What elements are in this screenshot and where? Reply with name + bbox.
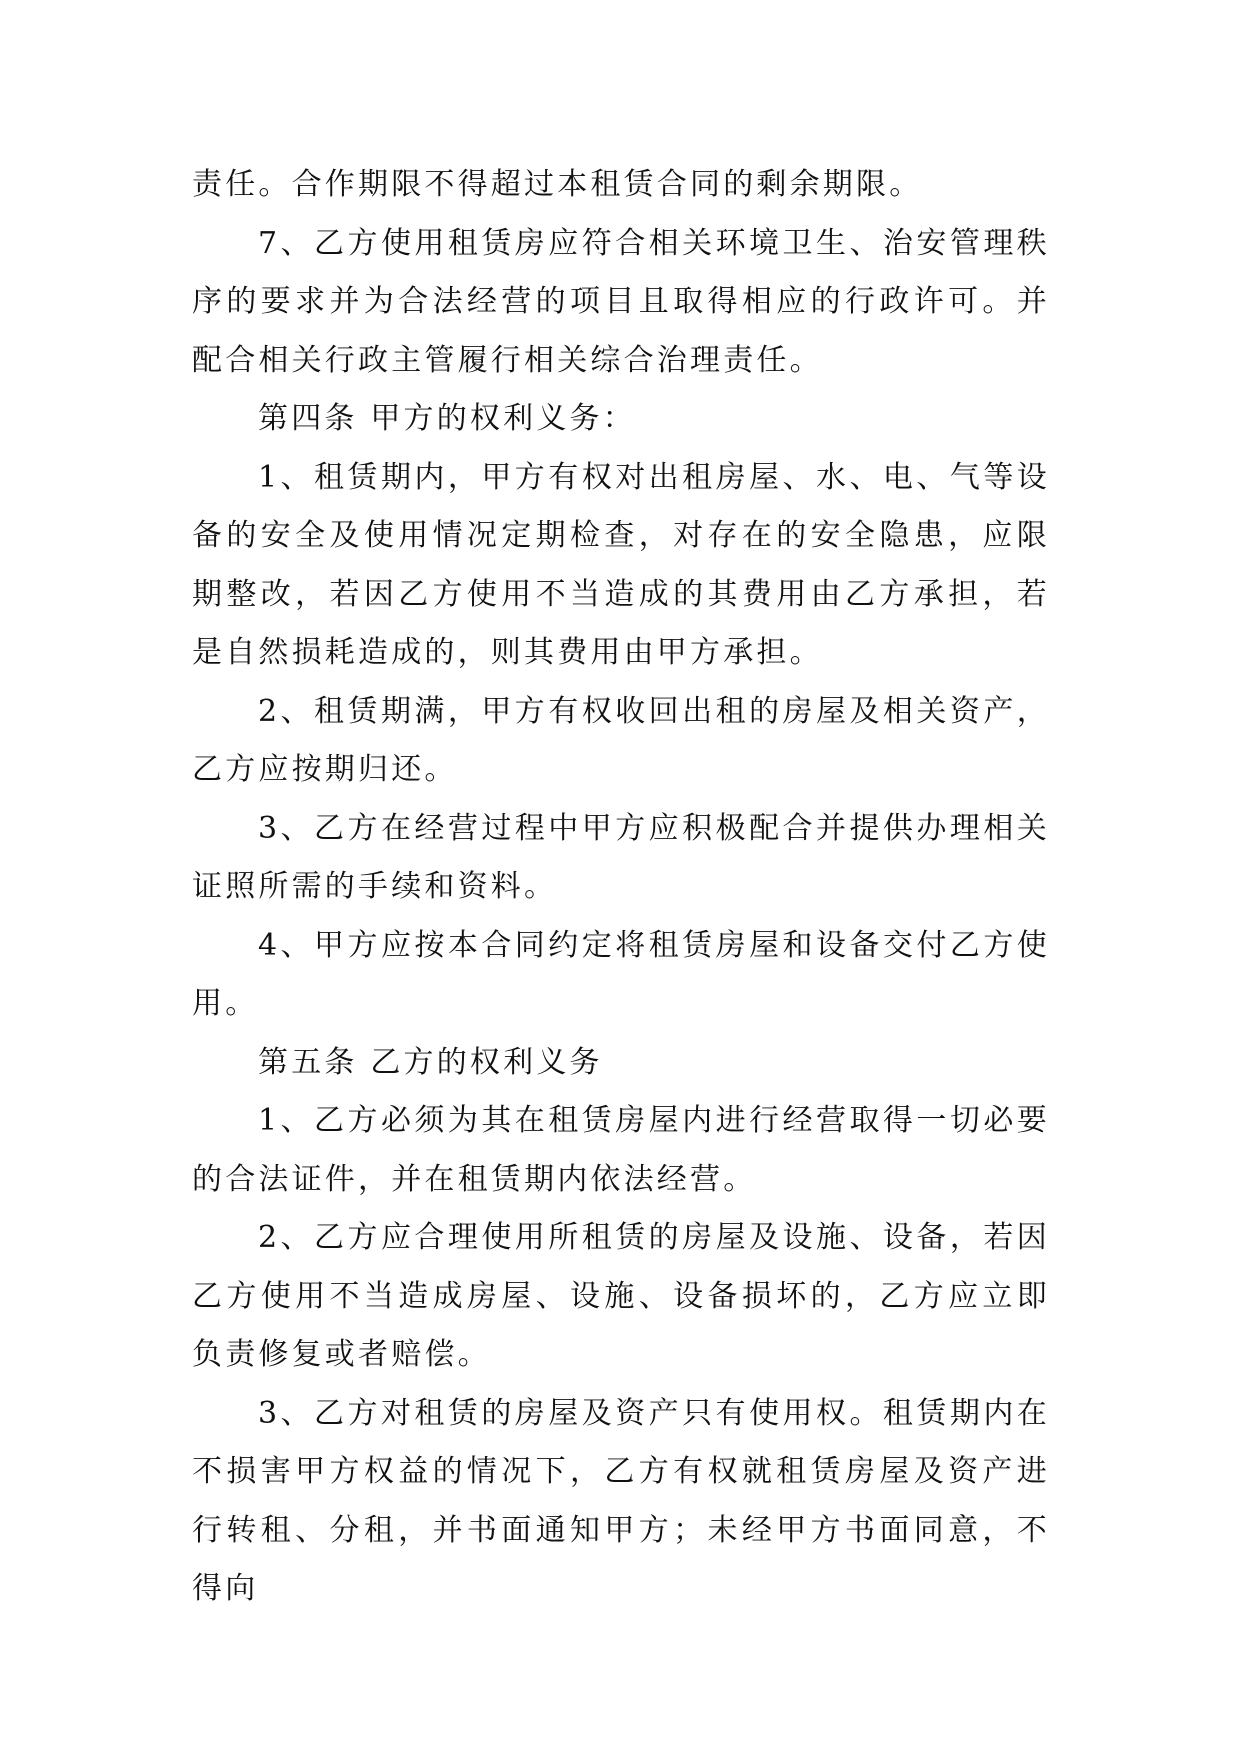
section-heading-4: 第四条 甲方的权利义务：	[258, 401, 636, 436]
paragraph-5: 2、租赁期满，甲方有权收回出租的房屋及相关资产，乙方应按期归还。	[192, 693, 1050, 787]
paragraph-4: 1、租赁期内，甲方有权对出租房屋、水、电、气等设备的安全及使用情况定期检查，对存在的安全隐患，应限期整改，若因乙方使用不当造成的其费用由乙方承担，若是自然损耗造成的，则其费用由甲方承担。	[192, 459, 1050, 670]
section-heading-5: 第五条 乙方的权利义务	[258, 1044, 603, 1080]
paragraph-9: 1、乙方必须为其在租赁房屋内进行经营取得一切必要的合法证件，并在租赁期内依法经营。	[192, 1103, 1050, 1197]
paragraph-7: 4、甲方应按本合同约定将租赁房屋和设备交付乙方使用。	[192, 927, 1050, 1021]
paragraph-6: 3、乙方在经营过程中甲方应积极配合并提供办理相关证照所需的手续和资料。	[192, 810, 1050, 904]
paragraph-11: 3、乙方对租赁的房屋及资产只有使用权。租赁期内在不损害甲方权益的情况下，乙方有权就租赁房屋及资产进行转租、分租，并书面通知甲方；未经甲方书面同意，不得向	[192, 1395, 1050, 1606]
paragraph-2: 7、乙方使用租赁房应符合相关环境卫生、治安管理秩序的要求并为合法经营的项目且取得相应的行政许可。并配合相关行政主管履行相关综合治理责任。	[192, 225, 1050, 378]
document-body	[192, 156, 1050, 1619]
paragraph-10: 2、乙方应合理使用所租赁的房屋及设施、设备，若因乙方使用不当造成房屋、设施、设备损坏的，乙方应立即负责修复或者赔偿。	[192, 1220, 1050, 1372]
paragraph-1: 责任。合作期限不得超过本租赁合同的剩余期限。	[192, 167, 923, 202]
